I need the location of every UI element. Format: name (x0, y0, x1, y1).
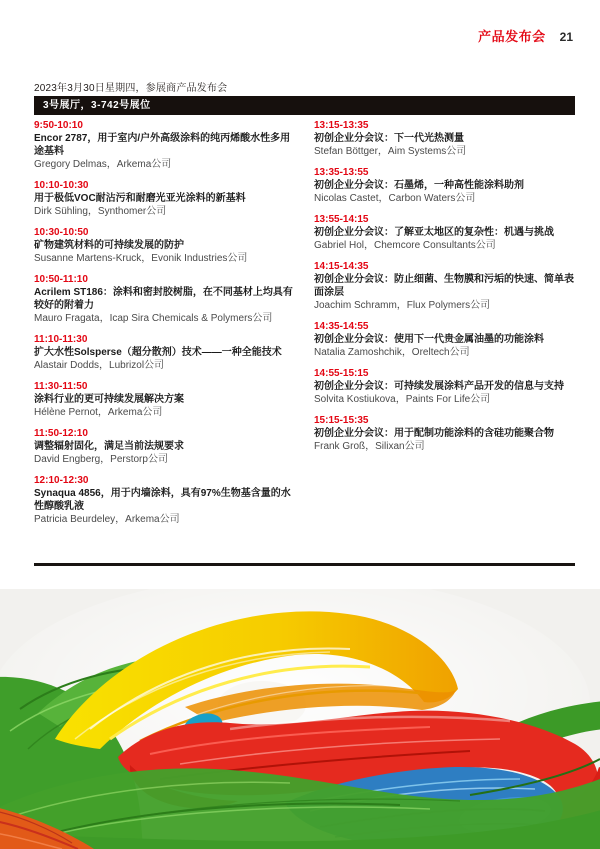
schedule-column-left (34, 119, 296, 534)
paint-strokes-illustration (0, 589, 600, 849)
session-title: 矿物建筑材料的可持续发展的防护 (34, 240, 184, 251)
session-item (314, 414, 576, 453)
session-time: 11:50-12:10 (34, 428, 88, 439)
session-speaker: Nicolas Castet，Carbon Waters公司 (314, 193, 476, 204)
session-title: 初创企业分会议：石墨烯，一种高性能涂料助剂 (314, 180, 524, 191)
session-time: 15:15-15:35 (314, 415, 369, 426)
session-speaker: David Engberg，Perstorp公司 (34, 454, 168, 465)
session-title: 初创企业分会议：防止细菌、生物膜和污垢的快速、简单表面涂层 (314, 274, 574, 298)
session-item (34, 427, 296, 466)
session-item (34, 179, 296, 218)
session-title: 调整辐射固化，满足当前法规要求 (34, 441, 184, 452)
session-speaker: Alastair Dodds，Lubrizol公司 (34, 360, 165, 371)
session-title: 初创企业分会议：可持续发展涂料产品开发的信息与支持 (314, 381, 564, 392)
session-speaker: Solvita Kostiukova，Paints For Life公司 (314, 394, 491, 405)
session-speaker: Natalia Zamoshchik，Oreltech公司 (314, 347, 470, 358)
session-time: 14:15-14:35 (314, 261, 369, 272)
session-time: 12:10-12:30 (34, 475, 89, 486)
session-title: Acrilem ST186：涂料和密封胶树脂，在不同基材上均具有较好的附着力 (34, 287, 293, 311)
session-item (34, 474, 296, 526)
session-speaker: Hélène Pernot，Arkema公司 (34, 407, 163, 418)
session-item (314, 367, 576, 406)
session-item (34, 226, 296, 265)
session-title: 初创企业分会议：了解亚太地区的复杂性：机遇与挑战 (314, 227, 554, 238)
session-item (314, 166, 576, 205)
session-title: 用于极低VOC耐沾污和耐磨光亚光涂料的新基料 (34, 193, 246, 204)
session-title: 初创企业分会议：下一代光热测量 (314, 133, 464, 144)
session-title: Synaqua 4856，用于内墙涂料，具有97%生物基含量的水性醇酸乳液 (34, 488, 291, 512)
session-item (314, 119, 576, 158)
page-title: 产品发布会 (478, 29, 546, 44)
session-item (314, 260, 576, 312)
session-speaker: Gregory Delmas，Arkema公司 (34, 159, 172, 170)
session-time: 10:10-10:30 (34, 180, 89, 191)
page-header (478, 26, 573, 45)
session-title: Encor 2787，用于室内/户外高级涂料的纯丙烯酸水性多用途基料 (34, 133, 291, 157)
page-number: 21 (559, 30, 573, 44)
session-speaker: Joachim Schramm，Flux Polymers公司 (314, 300, 491, 311)
paint-strokes-photo (0, 589, 600, 849)
session-time: 10:30-10:50 (34, 227, 89, 238)
session-speaker: Dirk Sühling，Synthomer公司 (34, 206, 167, 217)
session-speaker: Frank Groß，Silixan公司 (314, 441, 425, 452)
session-item (34, 273, 296, 325)
schedule-column-right (314, 119, 576, 534)
session-time: 13:55-14:15 (314, 214, 369, 225)
session-time: 10:50-11:10 (34, 274, 88, 285)
session-title: 初创企业分会议：用于配制功能涂料的含硅功能聚合物 (314, 428, 554, 439)
session-item (34, 333, 296, 372)
session-title: 扩大水性Solsperse（超分散剂）技术——一种全能技术 (34, 347, 282, 358)
session-time: 9:50-10:10 (34, 120, 83, 131)
session-item (314, 320, 576, 359)
session-speaker: Gabriel Hol，Chemcore Consultants公司 (314, 240, 496, 251)
session-time: 11:30-11:50 (34, 381, 88, 392)
schedule (34, 119, 576, 534)
session-time: 14:35-14:55 (314, 321, 369, 332)
session-speaker: Stefan Böttger，Aim Systems公司 (314, 146, 467, 157)
session-time: 13:35-13:55 (314, 167, 369, 178)
session-title: 涂料行业的更可持续发展解决方案 (34, 394, 184, 405)
session-item (314, 213, 576, 252)
session-time: 11:10-11:30 (34, 334, 88, 345)
session-time: 14:55-15:15 (314, 368, 369, 379)
session-item (34, 119, 296, 171)
footer-rule (34, 563, 575, 566)
date-line: 2023年3月30日星期四，参展商产品发布会 (34, 83, 228, 94)
location-bar: 3号展厅，3-742号展位 (34, 96, 575, 115)
session-speaker: Susanne Martens-Kruck，Evonik Industries公司 (34, 253, 248, 264)
session-speaker: Mauro Fragata，Icap Sira Chemicals & Polymers公司 (34, 313, 273, 324)
session-item (34, 380, 296, 419)
session-speaker: Patricia Beurdeley，Arkema公司 (34, 514, 180, 525)
session-time: 13:15-13:35 (314, 120, 369, 131)
session-title: 初创企业分会议：使用下一代贵金属油墨的功能涂料 (314, 334, 544, 345)
